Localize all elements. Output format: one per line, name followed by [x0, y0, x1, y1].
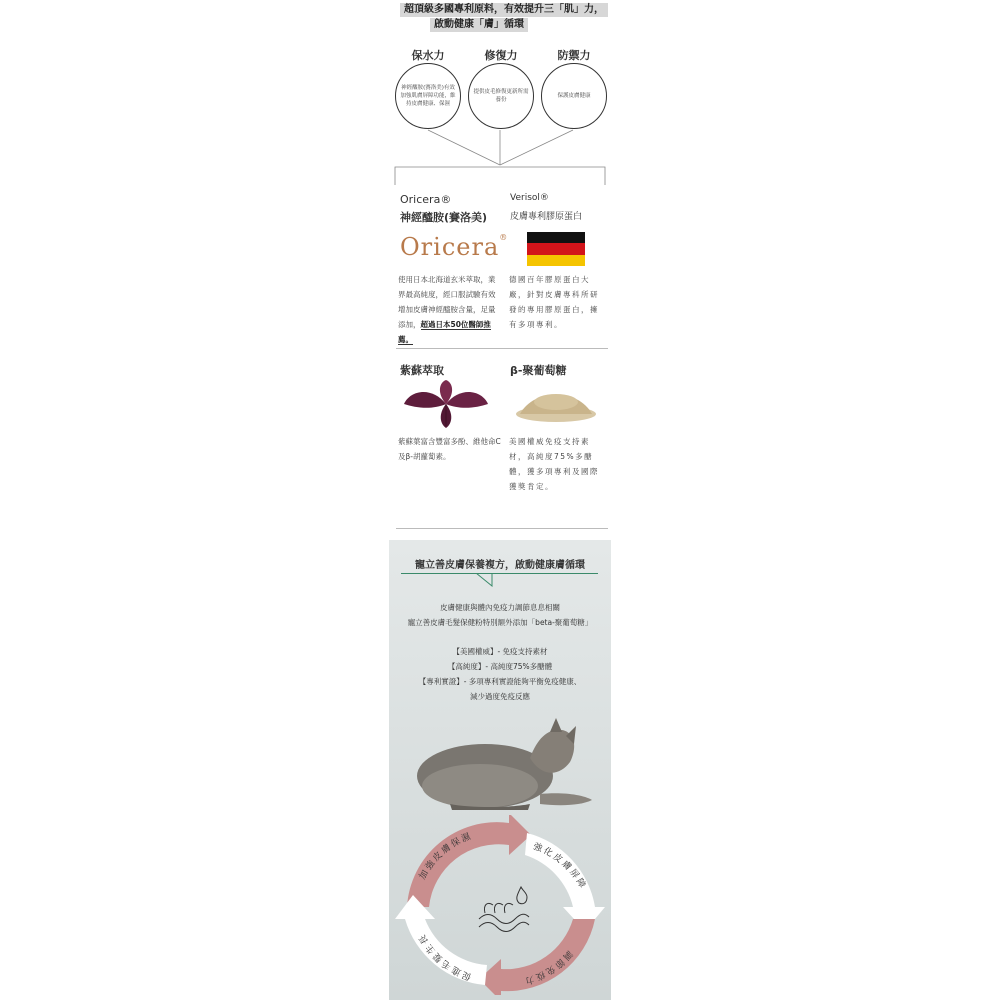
panel-bullet-4: 減少過度免疫反應 [470, 692, 530, 701]
oricera-highlight: 超過日本50位醫師推薦。 [398, 320, 491, 344]
verisol-description: 德國百年膠原蛋白大廠，針對皮膚專科所研發的專用膠原蛋白，擁有多項專利。 [509, 275, 599, 329]
arrow-bottom-right [479, 919, 595, 995]
svg-text:加強皮膚保濕 [416, 829, 474, 881]
glucan-name: β-聚葡萄糖 [510, 364, 567, 377]
panel-title-underline [401, 573, 598, 574]
headline-line-1: 超頂級多國專利原料，有效提升三「肌」力， [400, 3, 608, 17]
power-circle-moisture: 神經醯胺(賽洛美)有效加強肌膚屏障功能，維持皮膚健康、保濕 [395, 63, 461, 129]
skin-water-icon [479, 887, 529, 932]
cycle-label-moisture: 加強皮膚保濕 [417, 831, 474, 882]
connector-lines [389, 125, 611, 190]
oricera-name-en: Oricera® [400, 193, 452, 206]
panel-title: 寵立善皮膚保養複方，啟動健康膚循環 [415, 560, 585, 571]
glucan-description: 美國權威免疫支持素材，高純度75%多醣體，獲多項專利及國際獲獎肯定。 [509, 437, 599, 491]
perilla-name: 紫蘇萃取 [400, 364, 444, 377]
power-title-defense: 防禦力 [557, 49, 591, 62]
germany-flag [527, 232, 585, 266]
verisol-name-en: Verisol® [510, 193, 549, 203]
panel-paragraph-2: 寵立善皮膚毛髮保健粉特別額外添加「beta-聚葡萄糖」 [407, 618, 593, 627]
panel-title-notch [476, 573, 498, 587]
glucan-powder-image [514, 384, 598, 424]
perilla-leaf-image [402, 380, 490, 428]
headline-line-2: 啟動健康「膚」循環 [430, 18, 528, 32]
section-divider [396, 348, 608, 349]
verisol-name-zh: 皮膚專利膠原蛋白 [510, 212, 583, 222]
power-title-repair: 修復力 [484, 49, 518, 62]
oricera-logo: Oricera® [400, 233, 509, 261]
panel-bullet-1: 【美國權威】- 免疫支持素材 [452, 647, 548, 656]
arrow-top-left [407, 815, 531, 907]
panel-bullet-2: 【高純度】- 高純度75%多醣體 [447, 662, 553, 671]
oricera-name-zh: 神經醯胺(賽洛美) [400, 211, 488, 224]
cat-image [410, 718, 600, 814]
power-title-moisture: 保水力 [411, 49, 445, 62]
cycle-label-immunity: 調節免疫力 [521, 948, 574, 986]
power-circle-defense: 保護皮膚健康 [541, 63, 607, 129]
section-divider-bottom [396, 528, 608, 529]
panel-bullet-3: 【專利實證】- 多項專利實證能夠平衡免疫健康、 [418, 677, 582, 686]
arrow-bottom-left [395, 895, 487, 985]
perilla-description: 紫蘇葉富含豐富多酚、維他命C及β-胡蘿蔔素。 [398, 437, 501, 461]
power-circle-repair: 提供皮毛修復更新所需養份 [468, 63, 534, 129]
cycle-label-hair-growth: 促進毛髮生長 [416, 931, 473, 982]
panel-paragraph-1: 皮膚健康與體內免疫力調節息息相關 [440, 603, 560, 612]
cycle-diagram [389, 815, 611, 995]
cycle-label-barrier: 強化皮膚屏障 [531, 841, 588, 892]
svg-text:促進毛髮生長 [416, 931, 473, 982]
svg-text:強化皮膚屏障 [532, 840, 590, 892]
oricera-description: 使用日本北海道玄米萃取，業界最高純度，經口服試驗有效增加皮膚神經醯胺含量，足量添加，超過日本50位醫師推薦。 [398, 275, 496, 344]
